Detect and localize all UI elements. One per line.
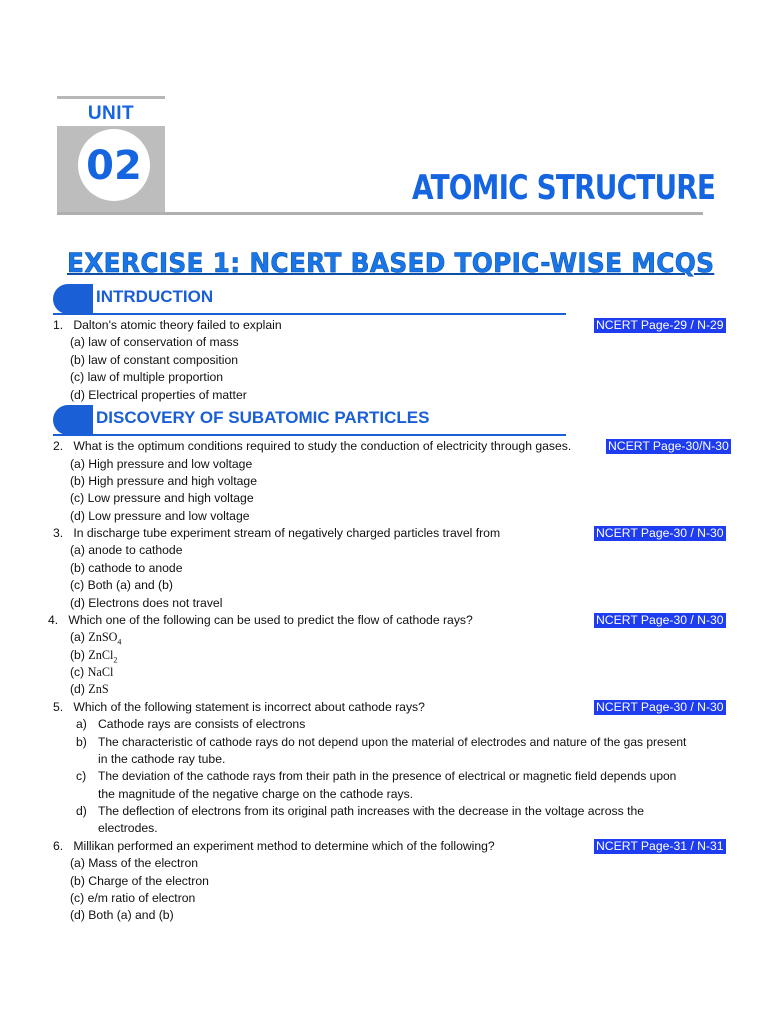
question-text: What is the optimum conditions required to study the conduction of electricity through gases. [73, 439, 572, 453]
section-header-introduction [53, 284, 566, 320]
question-text: Millikan performed an experiment method to determine which of the following? [73, 839, 495, 853]
question-1 [53, 317, 282, 335]
unit-badge [57, 96, 165, 212]
option: (d) Electrical properties of matter [70, 388, 247, 402]
question-number: 1. [53, 318, 64, 332]
option: The characteristic of cathode rays do not depend upon the material of electrodes and nature of the gas present [98, 735, 687, 749]
question-3 [53, 525, 500, 543]
ncert-ref-tag: NCERT Page-30 / N-30 [596, 613, 724, 627]
option: (c) Low pressure and high voltage [70, 491, 254, 505]
unit-number-circle [78, 129, 150, 201]
question-text: Which of the following statement is incorrect about cathode rays? [73, 700, 425, 714]
option: (a) law of conservation of mass [70, 335, 239, 349]
question-2 [53, 438, 571, 456]
option: (c) law of multiple proportion [70, 370, 224, 384]
option-continued: the magnitude of the negative charge on the cathode rays. [98, 787, 414, 801]
option-continued: in the cathode ray tube. [98, 752, 226, 766]
option: (a) High pressure and low voltage [70, 457, 253, 471]
option: The deflection of electrons from its original path increases with the decrease in the voltage across the [98, 804, 645, 818]
question-text: Dalton's atomic theory failed to explain [73, 318, 282, 332]
option: (b) High pressure and high voltage [70, 474, 257, 488]
question-6 [53, 838, 495, 856]
option: (a) ZnSO$_4$ [70, 630, 122, 647]
option: (b) ZnCl$_2$ [70, 648, 118, 665]
option: (a) Mass of the electron [70, 856, 199, 870]
question-number: 2. [53, 439, 64, 453]
question-text: Which one of the following can be used to predict the flow of cathode rays? [68, 613, 473, 627]
title-divider [57, 212, 703, 215]
question-number: 5. [53, 700, 64, 714]
option: (d) ZnS [70, 682, 109, 696]
ncert-ref-tag: NCERT Page-30 / N-30 [596, 526, 724, 540]
ncert-ref-tag: NCERT Page-30 / N-30 [596, 700, 724, 714]
option: (c) NaCl [70, 665, 114, 679]
question-number: 6. [53, 839, 64, 853]
question-5 [53, 699, 425, 717]
option-continued: electrodes. [98, 821, 158, 835]
chapter-title: ATOMIC STRUCTURE [412, 168, 716, 208]
unit-number-box [57, 126, 165, 212]
exercise-title: EXERCISE 1: NCERT BASED TOPIC-WISE MCQS [67, 248, 715, 279]
section-tab-icon [53, 405, 93, 435]
question-number: 3. [53, 526, 64, 540]
option-letter: c) [76, 769, 87, 783]
section-tab-icon [53, 284, 93, 314]
section-label: INTRDUCTION [96, 287, 214, 306]
option: (c) Both (a) and (b) [70, 578, 173, 592]
question-4 [48, 612, 473, 630]
option-letter: a) [76, 717, 87, 731]
ncert-ref-tag: NCERT Page-31 / N-31 [596, 839, 724, 853]
option: (b) law of constant composition [70, 353, 238, 367]
option: Cathode rays are consists of electrons [98, 717, 306, 731]
option-letter: b) [76, 735, 87, 749]
unit-label-box [57, 96, 165, 126]
option: (d) Electrons does not travel [70, 596, 223, 610]
question-text: In discharge tube experiment stream of negatively charged particles travel from [73, 526, 501, 540]
question-number: 4. [48, 613, 59, 627]
option: (b) Charge of the electron [70, 874, 209, 888]
section-header-subatomic [53, 405, 566, 441]
option: (a) anode to cathode [70, 543, 183, 557]
option-letter: d) [76, 804, 87, 818]
option: (d) Low pressure and low voltage [70, 509, 250, 523]
unit-label: UNIT [87, 103, 135, 124]
ncert-ref-tag: NCERT Page-30/N-30 [608, 439, 729, 453]
option: (b) cathode to anode [70, 561, 183, 575]
unit-number: 02 [86, 143, 142, 189]
option: (d) Both (a) and (b) [70, 908, 174, 922]
section-underline [53, 434, 566, 436]
option: (c) e/m ratio of electron [70, 891, 196, 905]
section-label: DISCOVERY OF SUBATOMIC PARTICLES [96, 408, 430, 427]
option: The deviation of the cathode rays from their path in the presence of electrical or magnetic field depends upon [98, 769, 677, 783]
ncert-ref-tag: NCERT Page-29 / N-29 [596, 318, 724, 332]
section-underline [53, 313, 566, 315]
